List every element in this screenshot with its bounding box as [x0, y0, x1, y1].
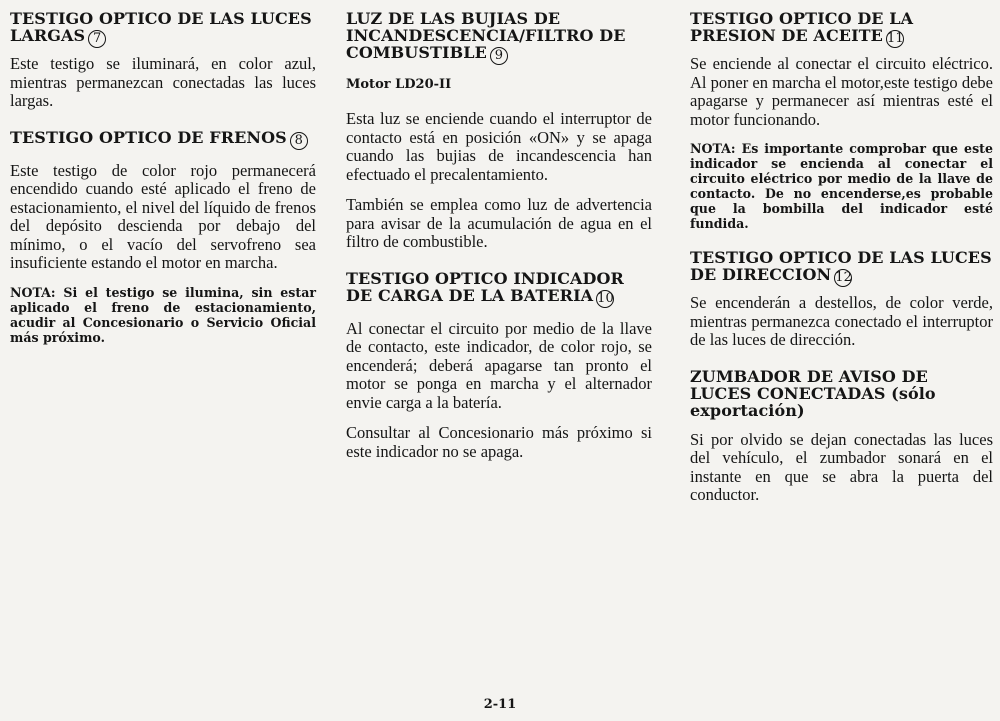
- indicator-number-badge: 12: [835, 270, 852, 285]
- column-right: [690, 10, 993, 505]
- page-number: 2-11: [483, 697, 517, 712]
- section-body-luces-largas: Este testigo se iluminará, en color azul, mientras permanezcan conectadas las luces largas.: [10, 54, 316, 110]
- section-title-luces-largas: TESTIGO OPTICO DE LAS LUCES LARGAS 7: [10, 9, 312, 46]
- section-body-aceite: Se enciende al conectar el circuito eléctrico. Al poner en marcha el motor,este testigo debe apagarse y permanecer así mientras esté el motor funcionando.: [690, 54, 993, 129]
- section-body-bujias-1: Esta luz se enciende cuando el interruptor de contacto está en posición «ON» y se apaga cuando las bujias de incandescencia han efectuado el precalentamiento.: [346, 109, 652, 184]
- column-left: [10, 10, 316, 345]
- section-body-bateria-2: Consultar al Concesionario más próximo si este indicador no se apaga.: [346, 423, 652, 461]
- indicator-number-badge: 7: [88, 30, 106, 48]
- indicator-number-badge: 8: [290, 132, 308, 150]
- section-body-zumbador: Si por olvido se dejan conectadas las luces del vehículo, el zumbador sonará en el instante en que se abra la puerta del conductor.: [690, 429, 993, 504]
- engine-model-label: Motor LD20-II: [346, 77, 452, 92]
- section-title-zumbador: ZUMBADOR DE AVISO DE LUCES CONECTADAS (sólo exportación): [690, 366, 936, 420]
- section-title-direccion: TESTIGO OPTICO DE LAS LUCES DE DIRECCION 12: [690, 248, 992, 285]
- column-middle: [346, 10, 652, 461]
- note-frenos: NOTA: Si el testigo se ilumina, sin estar aplicado el freno de estacionamiento, acudir al Concesionario o Servicio Oficial más próximo.: [10, 284, 316, 345]
- indicator-number-badge: 9: [490, 47, 508, 65]
- note-aceite: NOTA: Es importante comprobar que este indicador se encienda al conectar el circuito eléctrico por medio de la llave de contacto. De no encenderse,es probable que la bombilla del indicador esté fundida.: [690, 141, 993, 231]
- section-title-frenos: TESTIGO OPTICO DE FRENOS 8: [10, 129, 316, 150]
- section-body-direccion: Se encenderán a destellos, de color verde, mientras permanezca conectado el interruptor de las luces de dirección.: [690, 293, 993, 349]
- section-body-bujias-2: También se emplea como luz de advertencia para avisar de la acumulación de agua en el filtro de combustible.: [346, 195, 652, 251]
- section-title-bujias: LUZ DE LAS BUJIAS DE INCANDESCENCIA/FILTRO DE COMBUSTIBLE 9: [346, 9, 626, 63]
- section-title-bateria: TESTIGO OPTICO INDICADOR DE CARGA DE LA BATERIA 10: [346, 268, 624, 306]
- indicator-number-badge: 10: [597, 290, 614, 306]
- section-body-bateria-1: Al conectar el circuito por medio de la llave de contacto, este indicador, de color rojo, se encenderá; deberá apagarse tan pronto el motor se ponga en marcha y el alternador envie carga a la batería.: [346, 318, 652, 412]
- section-title-aceite: TESTIGO OPTICO DE LA PRESION DE ACEITE 11: [690, 9, 914, 46]
- indicator-number-badge: 11: [886, 31, 904, 46]
- section-body-frenos: Este testigo de color rojo permanecerá encendido cuando esté aplicado el freno de estacionamiento, el nivel del líquido de frenos del depósito descienda por debajo del mínimo, o el vacío del servofreno sea insuficiente estando el motor en marcha.: [10, 160, 316, 272]
